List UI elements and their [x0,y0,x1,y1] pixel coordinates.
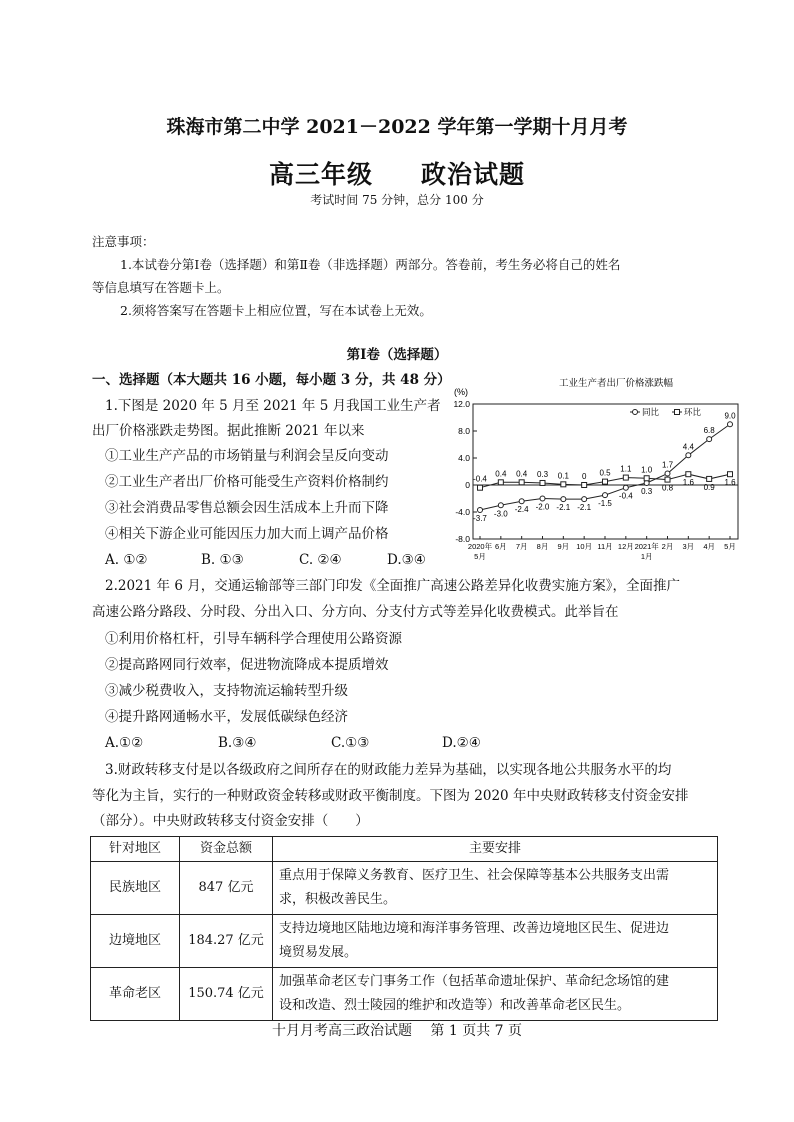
x-tick-label: 2月 [661,542,674,551]
data-label: 0.8 [661,483,674,493]
data-label: 0.3 [641,486,653,496]
data-point-环比 [623,475,628,480]
y-tick-label: -8.0 [455,534,470,544]
data-label: -3.7 [473,513,487,523]
table-header-region: 针对地区 [91,837,180,862]
table-cell-arrangement [273,862,718,915]
data-label: -2.1 [556,503,571,513]
x-tick-label: 2020年 [467,542,493,551]
data-label: -2.1 [577,503,592,513]
q2-stem-line1: 2.2021 年 6 月，交通运输部等三部门印发《全面推广高速公路差异化收费实施方案》，全面推广 [105,578,680,594]
data-label: -3.0 [493,509,508,519]
data-point-同比 [540,496,545,501]
data-point-环比 [540,480,545,485]
q1-stem-line1: 1.下图是 2020 年 5 月至 2021 年 5 月我国工业生产者 [105,398,441,414]
table-header-amount: 资金总额 [180,837,273,862]
x-tick-label: 4月 [703,542,716,551]
data-point-环比 [665,477,670,482]
table-header-arrangement: 主要安排 [273,837,718,862]
q2-choice-d: D.②④ [442,735,481,751]
q2-choice-a: A.①② [105,735,144,751]
q1-option-3: ③社会消费品零售总额会因生活成本上升而下降 [105,500,389,516]
data-label: 0.5 [599,468,611,478]
notice-item-1-cont: 等信息填写在答题卡上。 [92,280,230,295]
data-point-同比 [686,453,691,458]
data-label: 0.9 [703,482,715,492]
legend-circle-marker [633,410,638,415]
table-row [91,915,718,968]
data-point-环比 [728,472,733,477]
q2-choice-b: B.③④ [218,735,257,751]
data-point-同比 [498,503,503,508]
data-label: 1.7 [661,460,674,470]
y-tick-label: 4.0 [458,453,470,463]
table-cell-amount: 184.27 亿元 [180,915,273,968]
q2-choice-c: C.①③ [331,735,370,751]
data-point-同比 [478,507,483,512]
x-tick-label: 11月 [597,542,613,551]
data-label: 0.4 [516,469,528,479]
data-point-环比 [582,483,587,488]
notice-heading: 注意事项： [92,234,155,249]
grade-subject [0,155,794,191]
data-label: 1.0 [641,465,653,475]
legend-series-2: 环比 [684,407,702,417]
data-label: 1.6 [682,478,694,488]
q1-option-1: ①工业生产产品的市场销量与利润会呈反向变动 [105,448,389,464]
q1-choice-b: B. ①③ [201,552,244,568]
data-point-同比 [728,422,733,427]
table-cell-amount: 150.74 亿元 [180,968,273,1021]
y-tick-label: 8.0 [458,426,470,436]
data-point-同比 [561,497,566,502]
data-point-同比 [665,471,670,476]
x-tick-label: 6月 [494,542,507,551]
data-label: -1.5 [598,499,612,509]
data-label: 0 [581,472,587,481]
arrangement-line: 设和改造、烈士陵园的维护和改造等）和改善革命老区民生。 [279,998,631,1013]
price-change-chart [440,376,740,564]
notice-item-1: 1.本试卷分第Ⅰ卷（选择题）和第Ⅱ卷（非选择题）两部分。答卷前，考生务必将自己的姓名 [120,257,621,272]
x-tick-label: 10月 [576,542,593,551]
q3-stem-line2: 等化为主旨，实行的一种财政资金转移或财政平衡制度。下图为 2020 年中央财政转移支付资金安排 [92,788,689,804]
chart-legend [630,407,702,417]
table-cell-region: 民族地区 [91,862,180,915]
y-tick-label: 12.0 [453,399,470,409]
arrangement-line: 求，积极改善民生。 [279,892,397,907]
part-heading: 一、选择题（本大题共 16 小题，每小题 3 分，共 48 分） [92,372,451,388]
x-tick-label: 2021年 [634,542,659,551]
data-label: 9.0 [724,411,736,421]
data-point-同比 [707,437,712,442]
data-label: 0.3 [536,469,549,479]
chart-ylabel: (%) [454,387,468,397]
data-point-同比 [519,499,524,504]
data-label: -2.4 [514,505,529,515]
x-tick-sublabel: 1月 [640,552,653,561]
data-label: 4.4 [682,442,694,452]
data-point-环比 [644,476,649,481]
data-point-环比 [686,472,691,477]
table-row [91,968,718,1021]
q2-option-1: ①利用价格杠杆，引导车辆科学合理使用公路资源 [105,631,402,647]
arrangement-line: 加强革命老区专门事务工作（包括革命遗址保护、革命纪念场馆的建 [279,974,670,989]
data-point-环比 [707,476,712,481]
x-tick-label: 7月 [515,542,528,551]
x-tick-label: 8月 [536,542,549,551]
q1-choice-d: D.③④ [387,552,426,568]
arrangement-line: 重点用于保障义务教育、医疗卫生、社会保障等基本公共服务支出需 [279,868,670,883]
data-point-环比 [519,480,524,485]
grade-label: 高三年级 [268,160,373,189]
x-tick-label: 9月 [557,542,570,551]
table-row [91,862,718,915]
q3-stem-line1: 3.财政转移支付是以各级政府之间所存在的财政能力差异为基础，以实现各地公共服务水平的均 [105,762,672,778]
data-label: 1.1 [620,464,632,474]
table-header-row [91,837,718,862]
data-point-环比 [603,479,608,484]
y-tick-label: -4.0 [455,507,470,517]
x-tick-label: 3月 [682,542,695,551]
x-tick-label: 5月 [724,542,736,551]
data-label: 0.4 [495,469,507,479]
table-cell-arrangement [273,968,718,1021]
subject-label: 政治试题 [421,160,526,189]
data-label: -2.0 [535,502,550,512]
data-label: 0.1 [557,471,569,481]
table-cell-amount: 847 亿元 [180,862,273,915]
data-point-同比 [623,485,628,490]
q2-option-2: ②提高路网同行效率，促进物流降成本提质增效 [105,657,389,673]
data-point-环比 [498,480,503,485]
arrangement-line: 支持边境地区陆地边境和海洋事务管理、改善边境地区民生、促进边 [279,921,670,936]
q1-choice-c: C. ②④ [299,552,342,568]
x-tick-sublabel: 5月 [474,552,486,561]
q3-stem-line3: （部分）。中央财政转移支付资金安排（ ） [92,813,369,829]
q2-option-4: ④提升路网通畅水平，发展低碳绿色经济 [105,709,348,725]
exam-title: 珠海市第二中学 2021－2022 学年第一学期十月月考 [166,116,628,138]
data-point-环比 [478,485,483,490]
legend-square-marker [675,410,680,415]
data-label: -0.4 [473,474,487,484]
data-label: 1.6 [724,478,736,488]
chart-title: 工业生产者出厂价格涨跌幅 [558,378,674,389]
exam-info: 考试时间 75 分钟，总分 100 分 [310,193,484,207]
table-cell-region: 革命老区 [91,968,180,1021]
table-cell-region: 边境地区 [91,915,180,968]
data-point-环比 [561,482,566,487]
q1-choice-a: A. ①② [105,552,148,568]
transfer-payment-table [90,836,718,1021]
q2-option-3: ③减少税费收入，支持物流运输转型升级 [105,683,348,699]
legend-series-1: 同比 [642,407,660,417]
q1-option-4: ④相关下游企业可能因压力加大而上调产品价格 [105,526,389,542]
arrangement-line: 境贸易发展。 [279,945,358,960]
x-tick-label: 12月 [617,542,634,551]
table-cell-arrangement [273,915,718,968]
data-label: 6.8 [703,426,715,436]
q2-stem-line2: 高速公路分路段、分时段、分出入口、分方向、分支付方式等差异化收费模式。此举旨在 [92,604,619,620]
q1-option-2: ②工业生产者出厂价格可能受生产资料价格制约 [105,474,389,490]
page-footer: 十月月考高三政治试题 第 1 页共 7 页 [271,1023,523,1039]
q1-stem-line2: 出厂价格涨跌走势图。据此推断 2021 年以来 [92,423,365,439]
data-point-同比 [582,497,587,502]
y-tick-label: 0 [465,480,470,490]
data-label: -0.4 [618,491,633,501]
data-point-同比 [603,493,608,498]
notice-item-2: 2.须将答案写在答题卡上相应位置，写在本试卷上无效。 [120,303,432,318]
section-title: 第Ⅰ卷（选择题） [346,347,448,363]
